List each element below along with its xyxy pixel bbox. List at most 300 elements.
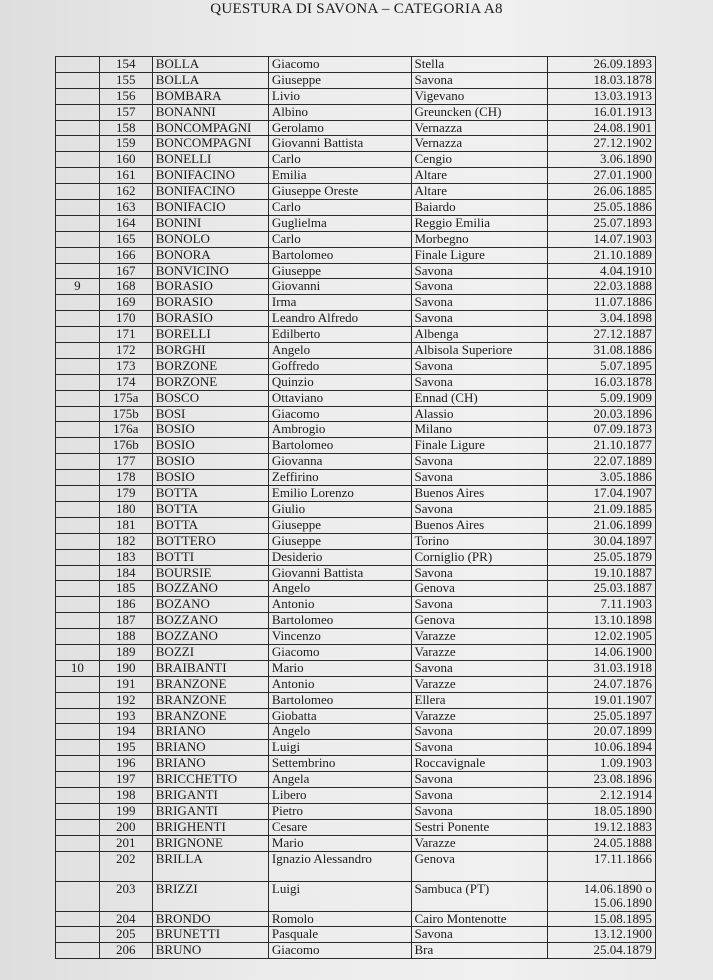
birthdate-cell: 27.12.1887	[548, 327, 656, 343]
group-cell	[56, 215, 100, 231]
table-row	[56, 470, 656, 486]
surname-cell: BRUNO	[152, 943, 268, 959]
birthplace-cell: Milano	[411, 422, 548, 438]
record-number: 154	[99, 57, 152, 73]
first-name-cell: Ottaviano	[268, 390, 411, 406]
table-row	[56, 311, 656, 327]
record-number: 173	[99, 358, 152, 374]
record-number: 185	[99, 581, 152, 597]
first-name-cell: Leandro Alfredo	[268, 311, 411, 327]
group-cell	[56, 327, 100, 343]
birthdate-cell: 14.06.1890 o 15.06.1890	[548, 881, 656, 911]
record-number: 166	[99, 247, 152, 263]
birthdate-cell: 7.11.1903	[548, 597, 656, 613]
birthplace-cell: Savona	[411, 358, 548, 374]
table-row	[56, 358, 656, 374]
birthplace-cell: Finale Ligure	[411, 438, 548, 454]
group-cell	[56, 787, 100, 803]
birthdate-cell: 14.07.1903	[548, 231, 656, 247]
birthdate-cell: 20.03.1896	[548, 406, 656, 422]
group-cell	[56, 247, 100, 263]
birthdate-cell: 24.05.1888	[548, 835, 656, 851]
group-cell	[56, 200, 100, 216]
first-name-cell: Angelo	[268, 581, 411, 597]
birthdate-cell: 24.07.1876	[548, 676, 656, 692]
record-number: 179	[99, 486, 152, 502]
surname-cell: BRIANO	[152, 756, 268, 772]
surname-cell: BRIANO	[152, 724, 268, 740]
record-number: 156	[99, 88, 152, 104]
table-row	[56, 927, 656, 943]
table-row	[56, 772, 656, 788]
record-number: 170	[99, 311, 152, 327]
group-cell	[56, 597, 100, 613]
surname-cell: BONELLI	[152, 152, 268, 168]
record-number: 192	[99, 692, 152, 708]
group-cell	[56, 311, 100, 327]
birthdate-cell: 23.08.1896	[548, 772, 656, 788]
table-row	[56, 581, 656, 597]
table-row	[56, 881, 656, 911]
birthdate-cell: 20.07.1899	[548, 724, 656, 740]
first-name-cell: Bartolomeo	[268, 438, 411, 454]
birthplace-cell: Varazze	[411, 644, 548, 660]
group-cell	[56, 184, 100, 200]
birthplace-cell: Cengio	[411, 152, 548, 168]
table-row	[56, 200, 656, 216]
group-cell	[56, 549, 100, 565]
surname-cell: BORASIO	[152, 279, 268, 295]
birthplace-cell: Savona	[411, 311, 548, 327]
group-cell	[56, 422, 100, 438]
first-name-cell: Giacomo	[268, 644, 411, 660]
birthdate-cell: 12.02.1905	[548, 629, 656, 645]
table-row	[56, 708, 656, 724]
record-number: 168	[99, 279, 152, 295]
record-number: 182	[99, 533, 152, 549]
group-cell	[56, 851, 100, 881]
birthplace-cell: Varazze	[411, 676, 548, 692]
group-cell	[56, 803, 100, 819]
first-name-cell: Angela	[268, 772, 411, 788]
birthdate-cell: 27.12.1902	[548, 136, 656, 152]
table-row	[56, 327, 656, 343]
birthplace-cell: Greuncken (CH)	[411, 104, 548, 120]
birthdate-cell: 25.03.1887	[548, 581, 656, 597]
birthplace-cell: Savona	[411, 279, 548, 295]
surname-cell: BONOLO	[152, 231, 268, 247]
record-number: 203	[99, 881, 152, 911]
first-name-cell: Zeffirino	[268, 470, 411, 486]
group-cell	[56, 692, 100, 708]
page-title: QUESTURA DI SAVONA – CATEGORIA A8	[210, 1, 503, 17]
birthplace-cell: Corniglio (PR)	[411, 549, 548, 565]
group-cell	[56, 613, 100, 629]
birthplace-cell: Vernazza	[411, 120, 548, 136]
surname-cell: BOZZANO	[152, 613, 268, 629]
group-cell	[56, 470, 100, 486]
birthdate-cell: 5.09.1909	[548, 390, 656, 406]
record-number: 171	[99, 327, 152, 343]
surname-cell: BRIGANTI	[152, 787, 268, 803]
birthplace-cell: Roccavignale	[411, 756, 548, 772]
first-name-cell: Edilberto	[268, 327, 411, 343]
birthplace-cell: Savona	[411, 803, 548, 819]
record-number: 164	[99, 215, 152, 231]
birthdate-cell: 21.10.1889	[548, 247, 656, 263]
birthplace-cell: Albisola Superiore	[411, 343, 548, 359]
first-name-cell: Giobatta	[268, 708, 411, 724]
birthplace-cell: Savona	[411, 724, 548, 740]
birthplace-cell: Savona	[411, 72, 548, 88]
birthdate-cell: 11.07.1886	[548, 295, 656, 311]
birthplace-cell: Genova	[411, 851, 548, 881]
first-name-cell: Bartolomeo	[268, 247, 411, 263]
table-row	[56, 263, 656, 279]
record-number: 184	[99, 565, 152, 581]
group-cell	[56, 501, 100, 517]
birthdate-cell: 26.09.1893	[548, 57, 656, 73]
birthdate-cell: 19.10.1887	[548, 565, 656, 581]
table-row	[56, 565, 656, 581]
group-cell	[56, 152, 100, 168]
first-name-cell: Giovanni	[268, 279, 411, 295]
record-number: 175a	[99, 390, 152, 406]
surname-cell: BRIGANTI	[152, 803, 268, 819]
first-name-cell: Bartolomeo	[268, 613, 411, 629]
first-name-cell: Livio	[268, 88, 411, 104]
record-number: 193	[99, 708, 152, 724]
record-number: 165	[99, 231, 152, 247]
group-cell	[56, 629, 100, 645]
first-name-cell: Gerolamo	[268, 120, 411, 136]
table-row	[56, 152, 656, 168]
birthdate-cell: 26.06.1885	[548, 184, 656, 200]
birthplace-cell: Savona	[411, 660, 548, 676]
first-name-cell: Giuseppe	[268, 533, 411, 549]
table-row	[56, 57, 656, 73]
birthplace-cell: Torino	[411, 533, 548, 549]
birthdate-cell: 22.07.1889	[548, 454, 656, 470]
first-name-cell: Giovanna	[268, 454, 411, 470]
first-name-cell: Romolo	[268, 911, 411, 927]
table-row	[56, 740, 656, 756]
record-number: 181	[99, 517, 152, 533]
first-name-cell: Irma	[268, 295, 411, 311]
group-cell	[56, 104, 100, 120]
birthplace-cell: Altare	[411, 168, 548, 184]
table-row	[56, 517, 656, 533]
first-name-cell: Giovanni Battista	[268, 136, 411, 152]
record-number: 183	[99, 549, 152, 565]
first-name-cell: Emilia	[268, 168, 411, 184]
birthplace-cell: Savona	[411, 772, 548, 788]
surname-cell: BOURSIE	[152, 565, 268, 581]
group-cell	[56, 295, 100, 311]
surname-cell: BRIGHENTI	[152, 819, 268, 835]
birthdate-cell: 21.09.1885	[548, 501, 656, 517]
surname-cell: BOZANO	[152, 597, 268, 613]
birthdate-cell: 21.06.1899	[548, 517, 656, 533]
surname-cell: BOZZI	[152, 644, 268, 660]
record-number: 186	[99, 597, 152, 613]
surname-cell: BONIFACIO	[152, 200, 268, 216]
birthdate-cell: 31.03.1918	[548, 660, 656, 676]
record-number: 169	[99, 295, 152, 311]
birthdate-cell: 25.05.1886	[548, 200, 656, 216]
birthplace-cell: Altare	[411, 184, 548, 200]
birthdate-cell: 25.04.1879	[548, 943, 656, 959]
table-row	[56, 501, 656, 517]
surname-cell: BOSI	[152, 406, 268, 422]
group-cell	[56, 927, 100, 943]
record-number: 162	[99, 184, 152, 200]
birthplace-cell: Cairo Montenotte	[411, 911, 548, 927]
group-cell	[56, 676, 100, 692]
birthdate-cell: 3.04.1898	[548, 311, 656, 327]
record-number: 189	[99, 644, 152, 660]
birthdate-cell: 5.07.1895	[548, 358, 656, 374]
birthplace-cell: Savona	[411, 295, 548, 311]
birthdate-cell: 13.10.1898	[548, 613, 656, 629]
record-number: 175b	[99, 406, 152, 422]
first-name-cell: Desiderio	[268, 549, 411, 565]
birthdate-cell: 07.09.1873	[548, 422, 656, 438]
first-name-cell: Antonio	[268, 676, 411, 692]
record-number: 187	[99, 613, 152, 629]
group-cell	[56, 911, 100, 927]
first-name-cell: Bartolomeo	[268, 692, 411, 708]
surname-cell: BRIANO	[152, 740, 268, 756]
group-cell	[56, 486, 100, 502]
surname-cell: BOLLA	[152, 57, 268, 73]
record-number: 188	[99, 629, 152, 645]
table-row	[56, 851, 656, 881]
group-cell	[56, 136, 100, 152]
birthplace-cell: Savona	[411, 597, 548, 613]
surname-cell: BORASIO	[152, 295, 268, 311]
group-cell	[56, 943, 100, 959]
record-number: 195	[99, 740, 152, 756]
surname-cell: BONCOMPAGNI	[152, 136, 268, 152]
group-cell	[56, 454, 100, 470]
birthplace-cell: Varazze	[411, 629, 548, 645]
birthplace-cell: Morbegno	[411, 231, 548, 247]
first-name-cell: Giuseppe	[268, 517, 411, 533]
first-name-cell: Emilio Lorenzo	[268, 486, 411, 502]
first-name-cell: Luigi	[268, 740, 411, 756]
table-row	[56, 787, 656, 803]
record-number: 204	[99, 911, 152, 927]
surname-cell: BONINI	[152, 215, 268, 231]
birthplace-cell: Sambuca (PT)	[411, 881, 548, 911]
table-row	[56, 247, 656, 263]
group-cell	[56, 358, 100, 374]
first-name-cell: Pasquale	[268, 927, 411, 943]
surname-cell: BONVICINO	[152, 263, 268, 279]
birthplace-cell: Genova	[411, 613, 548, 629]
birthdate-cell: 25.07.1893	[548, 215, 656, 231]
table-row	[56, 613, 656, 629]
birthdate-cell: 16.01.1913	[548, 104, 656, 120]
group-cell	[56, 343, 100, 359]
record-number: 178	[99, 470, 152, 486]
table-row	[56, 660, 656, 676]
first-name-cell: Mario	[268, 660, 411, 676]
first-name-cell: Giuseppe	[268, 72, 411, 88]
record-number: 159	[99, 136, 152, 152]
first-name-cell: Angelo	[268, 724, 411, 740]
birthplace-cell: Alassio	[411, 406, 548, 422]
birthplace-cell: Varazze	[411, 835, 548, 851]
record-number: 161	[99, 168, 152, 184]
table-row	[56, 486, 656, 502]
table-row	[56, 374, 656, 390]
record-number: 201	[99, 835, 152, 851]
birthdate-cell: 17.04.1907	[548, 486, 656, 502]
group-cell	[56, 72, 100, 88]
first-name-cell: Giacomo	[268, 57, 411, 73]
group-cell	[56, 819, 100, 835]
birthdate-cell: 22.03.1888	[548, 279, 656, 295]
surname-cell: BOSIO	[152, 470, 268, 486]
first-name-cell: Carlo	[268, 200, 411, 216]
surname-cell: BONIFACINO	[152, 184, 268, 200]
table-row	[56, 390, 656, 406]
record-number: 180	[99, 501, 152, 517]
group-cell: 10	[56, 660, 100, 676]
surname-cell: BOTTA	[152, 501, 268, 517]
table-row	[56, 104, 656, 120]
first-name-cell: Giovanni Battista	[268, 565, 411, 581]
first-name-cell: Libero	[268, 787, 411, 803]
record-number: 206	[99, 943, 152, 959]
birthdate-cell: 31.08.1886	[548, 343, 656, 359]
record-number: 196	[99, 756, 152, 772]
surname-cell: BOZZANO	[152, 581, 268, 597]
first-name-cell: Albino	[268, 104, 411, 120]
surname-cell: BOTTA	[152, 486, 268, 502]
group-cell	[56, 708, 100, 724]
table-row	[56, 168, 656, 184]
first-name-cell: Guglielma	[268, 215, 411, 231]
table-row	[56, 454, 656, 470]
table-row	[56, 136, 656, 152]
surname-cell: BOSIO	[152, 454, 268, 470]
table-row	[56, 835, 656, 851]
record-number: 176b	[99, 438, 152, 454]
table-row	[56, 88, 656, 104]
birthdate-cell: 3.05.1886	[548, 470, 656, 486]
group-cell	[56, 168, 100, 184]
surname-cell: BONIFACINO	[152, 168, 268, 184]
record-number: 194	[99, 724, 152, 740]
surname-cell: BORGHI	[152, 343, 268, 359]
birthplace-cell: Buenos Aires	[411, 486, 548, 502]
surname-cell: BOTTERO	[152, 533, 268, 549]
first-name-cell: Ignazio Alessandro	[268, 851, 411, 881]
first-name-cell: Luigi	[268, 881, 411, 911]
surname-cell: BOMBARA	[152, 88, 268, 104]
table-row	[56, 803, 656, 819]
birthplace-cell: Savona	[411, 740, 548, 756]
record-number: 205	[99, 927, 152, 943]
birthplace-cell: Sestri Ponente	[411, 819, 548, 835]
group-cell	[56, 724, 100, 740]
surname-cell: BRANZONE	[152, 692, 268, 708]
record-number: 197	[99, 772, 152, 788]
first-name-cell: Giulio	[268, 501, 411, 517]
surname-cell: BRAIBANTI	[152, 660, 268, 676]
birthplace-cell: Vigevano	[411, 88, 548, 104]
group-cell: 9	[56, 279, 100, 295]
surname-cell: BOSIO	[152, 422, 268, 438]
birthdate-cell: 17.11.1866	[548, 851, 656, 881]
record-number: 202	[99, 851, 152, 881]
surname-cell: BRIZZI	[152, 881, 268, 911]
record-number: 198	[99, 787, 152, 803]
first-name-cell: Antonio	[268, 597, 411, 613]
birthplace-cell: Varazze	[411, 708, 548, 724]
birthdate-cell: 14.06.1900	[548, 644, 656, 660]
birthdate-cell: 1.09.1903	[548, 756, 656, 772]
group-cell	[56, 374, 100, 390]
record-number: 176a	[99, 422, 152, 438]
surname-cell: BORZONE	[152, 358, 268, 374]
surname-cell: BORZONE	[152, 374, 268, 390]
table-row	[56, 406, 656, 422]
table-row	[56, 629, 656, 645]
record-number: 177	[99, 454, 152, 470]
record-number: 200	[99, 819, 152, 835]
birthplace-cell: Albenga	[411, 327, 548, 343]
table-row	[56, 215, 656, 231]
table-row	[56, 533, 656, 549]
group-cell	[56, 581, 100, 597]
group-cell	[56, 406, 100, 422]
surname-cell: BRONDO	[152, 911, 268, 927]
surname-cell: BOTTI	[152, 549, 268, 565]
birthplace-cell: Savona	[411, 501, 548, 517]
group-cell	[56, 517, 100, 533]
table-row	[56, 231, 656, 247]
first-name-cell: Pietro	[268, 803, 411, 819]
table-row	[56, 72, 656, 88]
birthdate-cell: 19.01.1907	[548, 692, 656, 708]
surname-cell: BONORA	[152, 247, 268, 263]
group-cell	[56, 835, 100, 851]
group-cell	[56, 644, 100, 660]
surname-cell: BOSIO	[152, 438, 268, 454]
record-number: 167	[99, 263, 152, 279]
record-number: 163	[99, 200, 152, 216]
surname-cell: BOLLA	[152, 72, 268, 88]
surname-cell: BORELLI	[152, 327, 268, 343]
register-body	[56, 57, 656, 959]
first-name-cell: Giacomo	[268, 406, 411, 422]
birthplace-cell: Savona	[411, 470, 548, 486]
group-cell	[56, 881, 100, 911]
first-name-cell: Ambrogio	[268, 422, 411, 438]
first-name-cell: Giuseppe Oreste	[268, 184, 411, 200]
birthplace-cell: Ellera	[411, 692, 548, 708]
group-cell	[56, 772, 100, 788]
surname-cell: BOSCO	[152, 390, 268, 406]
first-name-cell: Vincenzo	[268, 629, 411, 645]
table-row	[56, 120, 656, 136]
record-number: 157	[99, 104, 152, 120]
table-row	[56, 644, 656, 660]
